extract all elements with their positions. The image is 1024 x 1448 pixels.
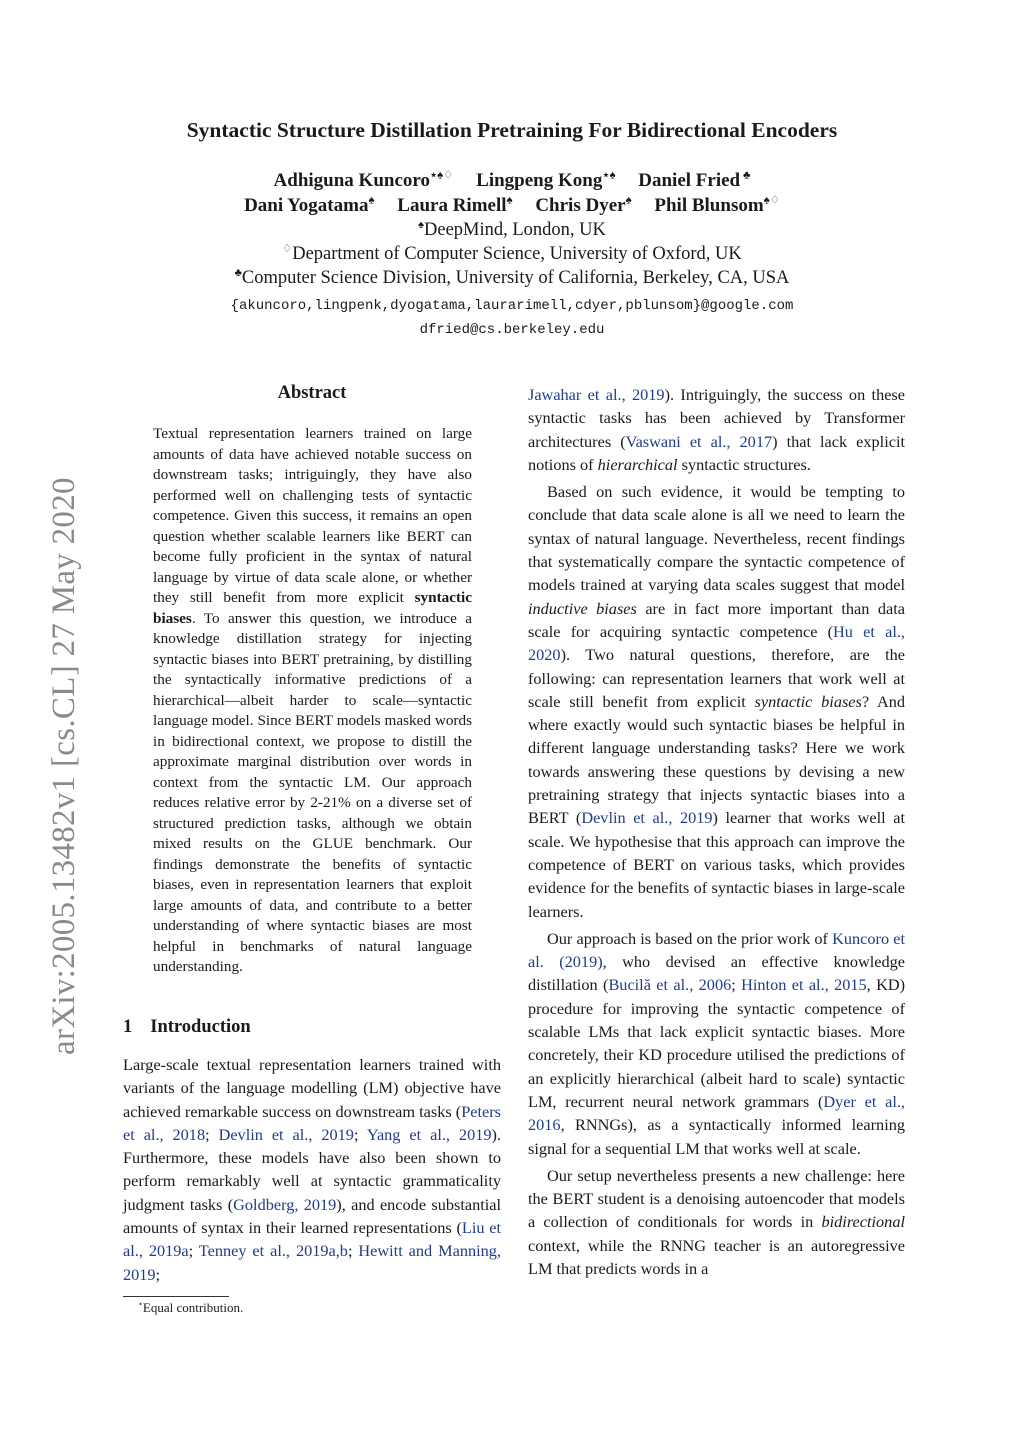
abstract-heading: Abstract bbox=[277, 383, 347, 403]
email-line: {akuncoro,lingpenk,dyogatama,laurarimell,cdyer,pblunsom}@google.com bbox=[230, 298, 794, 314]
citation-link[interactable]: Devlin et al., 2019 bbox=[581, 808, 713, 828]
author: Lingpeng Kong⋆♠ bbox=[476, 169, 616, 191]
citation-link[interactable]: Jawahar et al., 2019 bbox=[528, 385, 665, 404]
paper-title: Syntactic Structure Distillation Pretraining For Bidirectional Encoders bbox=[186, 118, 838, 142]
citation-link[interactable]: Dyer et al., 2016 bbox=[528, 1091, 905, 1135]
citation-link[interactable]: Vaswani et al., 2017 bbox=[625, 431, 773, 451]
citation-link[interactable]: Yang et al., 2019 bbox=[366, 1124, 492, 1144]
author: Laura Rimell♠ bbox=[397, 194, 513, 216]
abstract-body: Textual representation learners trained on large amounts of data have achieved notable success on downstream tasks; intriguingly, they have also performed well on challenging tests of syntactic competence. Given this success, it remains an open question whether scalable learners like BERT can become fully proficient in the syntax of natural language by virtue of data scale alone, or whether they still benefit from more explicit syntactic biases. To answer this question, we introduce a knowledge distillation strategy for injecting syntactic biases into BERT pretraining, by distilling the syntactically informative predictions of a hierarchical—albeit harder to scale—syntactic language model. Since BERT models masked words in bidirectional context, we propose to distill the approximate marginal distribution over words in context from the syntactic LM. Our approach reduces relative error by 2-21% on a diverse set of structured prediction tasks, although we obtain mixed results on the GLUE benchmark. Our findings demonstrate the benefits of syntactic biases, even in representation learners that exploit large amounts of data, and contribute to a better understanding of where syntactic biases are most helpful in benchmarks of natural language understanding. bbox=[153, 425, 472, 975]
citation-link[interactable]: Hu et al., 2020 bbox=[528, 621, 905, 665]
footnote: ⋆Equal contribution. bbox=[138, 1299, 244, 1315]
citation-link[interactable]: Peters et al., 2018 bbox=[123, 1101, 501, 1144]
right-column bbox=[528, 383, 905, 1284]
arxiv-stamp: arXiv:2005.13482v1 [cs.CL] 27 May 2020 bbox=[46, 477, 82, 1055]
citation-link[interactable]: Kuncoro et al. (2019) bbox=[528, 928, 905, 972]
author: Daniel Fried ♣ bbox=[638, 169, 751, 191]
author: Adhiguna Kuncoro⋆♠♢ bbox=[273, 169, 454, 191]
affiliation: ♣Computer Science Division, University of California, Berkeley, CA, USA bbox=[234, 266, 790, 288]
paragraph: Jawahar et al., 2019). Intriguingly, the success on these syntactic tasks has been achieved by Transformer architectures (Vaswani et al., 2017) that lack explicit notions of hierarchical syntactic structures. bbox=[528, 385, 906, 474]
affiliation: ♠DeepMind, London, UK bbox=[418, 218, 606, 240]
citation-link[interactable]: Goldberg, 2019 bbox=[233, 1194, 337, 1214]
author: Dani Yogatama♠ bbox=[244, 194, 375, 216]
citation-link[interactable]: Tenney et al., 2019a,b bbox=[198, 1241, 348, 1261]
intro-paragraph: Large-scale textual representation learners trained with variants of the language modelling (LM) objective have achieved remarkable success on downstream tasks (Peters et al., 2018; Devlin et al., 2019; Yang et al., 2019). Furthermore, these models have also been shown to perform remarkably well at syntactic grammaticality judgment tasks (Goldberg, 2019), and encode substantial amounts of syntax in their learned representations (Liu et al., 2019a; Tenney et al., 2019a,b; Hewitt and Manning, 2019; bbox=[123, 1055, 502, 1284]
section-heading: 1 Introduction bbox=[123, 1017, 251, 1037]
paragraph: Based on such evidence, it would be tempting to conclude that data scale alone is all we need to learn the syntax of natural language. Nevertheless, recent findings that systematically compare the syntactic competence of models trained at varying data scales suggest that model inductive biases are in fact more important than data scale for acquiring syntactic competence (Hu et al., 2020). Two natural questions, therefore, are the following: can representation learners that work well at scale still benefit from explicit syntactic biases? And where exactly would such syntactic biases be helpful in different language understanding tasks? Here we work towards answering these questions by devising a new pretraining strategy that injects syntactic biases into a BERT (Devlin et al., 2019) learner that works well at scale. We hypothesise that this approach can improve the competence of BERT on various tasks, which provides evidence for the benefits of syntactic biases in large-scale learners. bbox=[528, 482, 905, 921]
citation-link[interactable]: Bucilă et al., 2006 bbox=[608, 975, 732, 995]
email-line: dfried@cs.berkeley.edu bbox=[419, 322, 605, 338]
paragraph: Our setup nevertheless presents a new challenge: here the BERT student is a denoising autoencoder that models a collection of conditionals for words in bidirectional context, while the RNNG teacher is an autoregressive LM that predicts words in a bbox=[528, 1165, 905, 1278]
citation-link[interactable]: Hewitt and Manning, 2019 bbox=[123, 1241, 501, 1284]
author: Chris Dyer♠ bbox=[535, 194, 632, 216]
citation-link[interactable]: Hinton et al., 2015 bbox=[741, 975, 867, 995]
author-line-2 bbox=[0, 195, 1024, 217]
author-line-1 bbox=[0, 170, 1024, 192]
citation-link[interactable]: Liu et al., 2019a bbox=[123, 1218, 501, 1261]
footnote-rule bbox=[123, 1296, 229, 1297]
citation-link[interactable]: Devlin et al., 2019 bbox=[218, 1124, 354, 1144]
paragraph: Our approach is based on the prior work of Kuncoro et al. (2019), who devised an effective knowledge distillation (Bucilă et al., 2006; Hinton et al., 2015, KD) procedure for improving the syntactic competence of scalable LMs that lack explicit syntactic biases. More concretely, their KD procedure utilised the predictions of an explicitly hierarchical (albeit hard to scale) syntactic LM, recurrent neural network grammars (Dyer et al., 2016, RNNGs), as a syntactically informed learning signal for a sequential LM that works well at scale. bbox=[528, 928, 906, 1158]
author: Phil Blunsom♠♢ bbox=[654, 194, 780, 216]
affiliation: ♢Department of Computer Science, University of Oxford, UK bbox=[282, 242, 742, 264]
